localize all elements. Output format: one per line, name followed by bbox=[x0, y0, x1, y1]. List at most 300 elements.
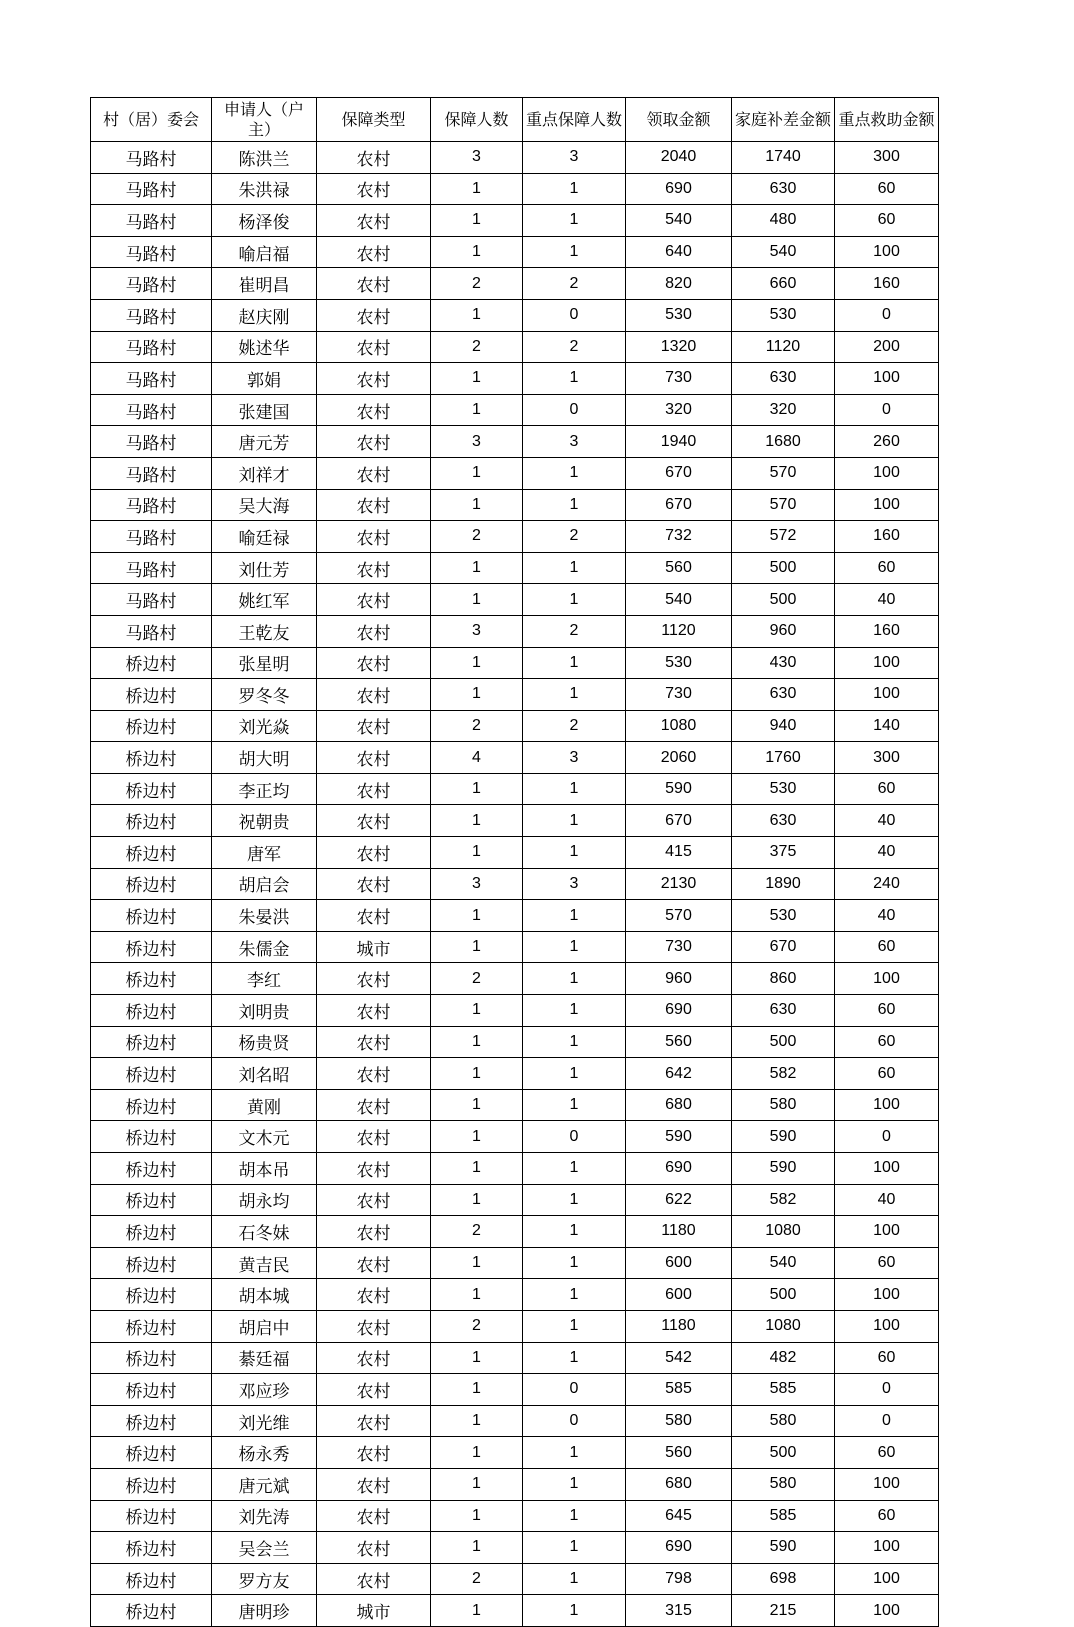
cell-family-subsidy: 480 bbox=[732, 205, 835, 237]
cell-applicant: 罗方友 bbox=[212, 1563, 317, 1595]
cell-key-persons: 0 bbox=[523, 1405, 626, 1437]
cell-key-relief: 100 bbox=[835, 647, 939, 679]
cell-committee: 马路村 bbox=[91, 331, 212, 363]
cell-key-persons: 1 bbox=[523, 1184, 626, 1216]
cell-persons: 1 bbox=[431, 552, 523, 584]
cell-type: 农村 bbox=[317, 457, 431, 489]
cell-amount: 2060 bbox=[626, 742, 732, 774]
cell-persons: 1 bbox=[431, 299, 523, 331]
table-row bbox=[91, 1500, 939, 1532]
cell-type: 农村 bbox=[317, 1279, 431, 1311]
cell-family-subsidy: 540 bbox=[732, 236, 835, 268]
header-cell-family-subsidy: 家庭补差金额 bbox=[732, 98, 835, 142]
table-row bbox=[91, 1563, 939, 1595]
cell-applicant: 喻廷禄 bbox=[212, 521, 317, 553]
cell-committee: 桥边村 bbox=[91, 1437, 212, 1469]
cell-amount: 590 bbox=[626, 1121, 732, 1153]
cell-family-subsidy: 500 bbox=[732, 552, 835, 584]
cell-applicant: 唐元斌 bbox=[212, 1468, 317, 1500]
cell-type: 农村 bbox=[317, 710, 431, 742]
cell-applicant: 李红 bbox=[212, 963, 317, 995]
cell-persons: 1 bbox=[431, 773, 523, 805]
cell-amount: 670 bbox=[626, 805, 732, 837]
table-row bbox=[91, 805, 939, 837]
cell-persons: 3 bbox=[431, 868, 523, 900]
cell-key-persons: 1 bbox=[523, 995, 626, 1027]
cell-type: 农村 bbox=[317, 1310, 431, 1342]
cell-key-relief: 60 bbox=[835, 1247, 939, 1279]
cell-family-subsidy: 215 bbox=[732, 1595, 835, 1627]
cell-key-persons: 1 bbox=[523, 1310, 626, 1342]
header-cell-key-relief: 重点救助金额 bbox=[835, 98, 939, 142]
cell-family-subsidy: 630 bbox=[732, 173, 835, 205]
cell-key-persons: 3 bbox=[523, 742, 626, 774]
cell-applicant: 罗冬冬 bbox=[212, 679, 317, 711]
cell-applicant: 朱儒金 bbox=[212, 931, 317, 963]
cell-key-relief: 0 bbox=[835, 299, 939, 331]
header-cell-persons: 保障人数 bbox=[431, 98, 523, 142]
cell-key-relief: 60 bbox=[835, 552, 939, 584]
table-row bbox=[91, 584, 939, 616]
cell-amount: 590 bbox=[626, 773, 732, 805]
cell-type: 农村 bbox=[317, 299, 431, 331]
cell-key-persons: 0 bbox=[523, 1121, 626, 1153]
cell-type: 农村 bbox=[317, 584, 431, 616]
cell-type: 农村 bbox=[317, 1153, 431, 1185]
cell-type: 农村 bbox=[317, 1058, 431, 1090]
cell-applicant: 杨贵贤 bbox=[212, 1026, 317, 1058]
table-row bbox=[91, 1216, 939, 1248]
cell-family-subsidy: 530 bbox=[732, 299, 835, 331]
cell-applicant: 刘光焱 bbox=[212, 710, 317, 742]
cell-key-relief: 0 bbox=[835, 394, 939, 426]
cell-key-persons: 1 bbox=[523, 236, 626, 268]
cell-committee: 马路村 bbox=[91, 142, 212, 174]
cell-committee: 马路村 bbox=[91, 489, 212, 521]
table-row bbox=[91, 236, 939, 268]
cell-type: 农村 bbox=[317, 963, 431, 995]
cell-key-persons: 1 bbox=[523, 647, 626, 679]
cell-applicant: 刘名昭 bbox=[212, 1058, 317, 1090]
header-cell-applicant: 申请人（户主） bbox=[212, 98, 317, 142]
table-row bbox=[91, 1437, 939, 1469]
cell-family-subsidy: 570 bbox=[732, 489, 835, 521]
table-row bbox=[91, 521, 939, 553]
cell-persons: 1 bbox=[431, 1468, 523, 1500]
cell-persons: 1 bbox=[431, 489, 523, 521]
cell-key-persons: 2 bbox=[523, 331, 626, 363]
cell-amount: 1940 bbox=[626, 426, 732, 458]
cell-family-subsidy: 530 bbox=[732, 773, 835, 805]
cell-committee: 桥边村 bbox=[91, 1595, 212, 1627]
table-row bbox=[91, 1595, 939, 1627]
cell-key-persons: 1 bbox=[523, 1216, 626, 1248]
cell-amount: 690 bbox=[626, 1532, 732, 1564]
cell-persons: 2 bbox=[431, 268, 523, 300]
cell-family-subsidy: 430 bbox=[732, 647, 835, 679]
cell-type: 农村 bbox=[317, 1468, 431, 1500]
cell-key-persons: 1 bbox=[523, 1279, 626, 1311]
cell-amount: 960 bbox=[626, 963, 732, 995]
cell-persons: 1 bbox=[431, 900, 523, 932]
cell-amount: 1120 bbox=[626, 615, 732, 647]
cell-persons: 1 bbox=[431, 1153, 523, 1185]
cell-key-persons: 2 bbox=[523, 521, 626, 553]
cell-key-persons: 1 bbox=[523, 1058, 626, 1090]
cell-family-subsidy: 1890 bbox=[732, 868, 835, 900]
cell-key-relief: 100 bbox=[835, 963, 939, 995]
cell-persons: 1 bbox=[431, 679, 523, 711]
cell-key-persons: 1 bbox=[523, 679, 626, 711]
cell-type: 农村 bbox=[317, 647, 431, 679]
cell-applicant: 姚红军 bbox=[212, 584, 317, 616]
cell-committee: 马路村 bbox=[91, 426, 212, 458]
cell-key-relief: 100 bbox=[835, 1595, 939, 1627]
cell-family-subsidy: 960 bbox=[732, 615, 835, 647]
table-row bbox=[91, 331, 939, 363]
cell-committee: 桥边村 bbox=[91, 1247, 212, 1279]
cell-key-relief: 60 bbox=[835, 931, 939, 963]
table-row bbox=[91, 1310, 939, 1342]
table-row bbox=[91, 1279, 939, 1311]
table-row bbox=[91, 931, 939, 963]
cell-committee: 桥边村 bbox=[91, 868, 212, 900]
cell-key-persons: 2 bbox=[523, 710, 626, 742]
cell-committee: 桥边村 bbox=[91, 837, 212, 869]
cell-type: 农村 bbox=[317, 1089, 431, 1121]
cell-applicant: 唐明珍 bbox=[212, 1595, 317, 1627]
cell-key-relief: 60 bbox=[835, 995, 939, 1027]
cell-family-subsidy: 375 bbox=[732, 837, 835, 869]
cell-key-persons: 3 bbox=[523, 868, 626, 900]
cell-persons: 1 bbox=[431, 1374, 523, 1406]
cell-key-persons: 1 bbox=[523, 1437, 626, 1469]
cell-amount: 585 bbox=[626, 1374, 732, 1406]
cell-amount: 542 bbox=[626, 1342, 732, 1374]
cell-type: 农村 bbox=[317, 1563, 431, 1595]
cell-key-persons: 1 bbox=[523, 1342, 626, 1374]
cell-key-relief: 140 bbox=[835, 710, 939, 742]
cell-key-persons: 1 bbox=[523, 773, 626, 805]
cell-amount: 820 bbox=[626, 268, 732, 300]
cell-persons: 3 bbox=[431, 426, 523, 458]
table-row bbox=[91, 552, 939, 584]
cell-key-persons: 2 bbox=[523, 268, 626, 300]
cell-applicant: 姚述华 bbox=[212, 331, 317, 363]
cell-family-subsidy: 585 bbox=[732, 1500, 835, 1532]
cell-key-persons: 1 bbox=[523, 837, 626, 869]
cell-key-persons: 0 bbox=[523, 1374, 626, 1406]
cell-persons: 1 bbox=[431, 457, 523, 489]
cell-applicant: 刘仕芳 bbox=[212, 552, 317, 584]
cell-type: 农村 bbox=[317, 1247, 431, 1279]
cell-type: 农村 bbox=[317, 1184, 431, 1216]
cell-applicant: 朱洪禄 bbox=[212, 173, 317, 205]
cell-applicant: 吴大海 bbox=[212, 489, 317, 521]
cell-amount: 670 bbox=[626, 457, 732, 489]
cell-key-relief: 100 bbox=[835, 1153, 939, 1185]
assistance-table bbox=[90, 97, 939, 1627]
cell-persons: 2 bbox=[431, 331, 523, 363]
cell-family-subsidy: 1740 bbox=[732, 142, 835, 174]
cell-amount: 2130 bbox=[626, 868, 732, 900]
table-row bbox=[91, 868, 939, 900]
cell-applicant: 文木元 bbox=[212, 1121, 317, 1153]
table-row bbox=[91, 710, 939, 742]
cell-type: 农村 bbox=[317, 773, 431, 805]
cell-amount: 580 bbox=[626, 1405, 732, 1437]
cell-amount: 730 bbox=[626, 931, 732, 963]
cell-persons: 1 bbox=[431, 931, 523, 963]
cell-persons: 1 bbox=[431, 995, 523, 1027]
cell-amount: 600 bbox=[626, 1279, 732, 1311]
cell-key-persons: 1 bbox=[523, 1500, 626, 1532]
cell-type: 农村 bbox=[317, 1216, 431, 1248]
cell-type: 农村 bbox=[317, 1121, 431, 1153]
cell-type: 农村 bbox=[317, 142, 431, 174]
cell-persons: 1 bbox=[431, 1089, 523, 1121]
cell-type: 农村 bbox=[317, 1500, 431, 1532]
table-body bbox=[91, 142, 939, 1627]
cell-key-persons: 1 bbox=[523, 1468, 626, 1500]
cell-family-subsidy: 500 bbox=[732, 1026, 835, 1058]
cell-amount: 600 bbox=[626, 1247, 732, 1279]
cell-type: 农村 bbox=[317, 868, 431, 900]
cell-persons: 1 bbox=[431, 1437, 523, 1469]
cell-amount: 690 bbox=[626, 995, 732, 1027]
cell-committee: 马路村 bbox=[91, 615, 212, 647]
cell-committee: 桥边村 bbox=[91, 679, 212, 711]
cell-amount: 530 bbox=[626, 647, 732, 679]
cell-persons: 1 bbox=[431, 1247, 523, 1279]
cell-key-persons: 2 bbox=[523, 615, 626, 647]
cell-committee: 桥边村 bbox=[91, 1532, 212, 1564]
cell-family-subsidy: 1760 bbox=[732, 742, 835, 774]
cell-committee: 马路村 bbox=[91, 173, 212, 205]
table-row bbox=[91, 900, 939, 932]
cell-applicant: 喻启福 bbox=[212, 236, 317, 268]
cell-persons: 1 bbox=[431, 647, 523, 679]
cell-type: 农村 bbox=[317, 805, 431, 837]
cell-key-relief: 160 bbox=[835, 521, 939, 553]
cell-amount: 1080 bbox=[626, 710, 732, 742]
cell-key-relief: 240 bbox=[835, 868, 939, 900]
cell-key-relief: 100 bbox=[835, 679, 939, 711]
cell-family-subsidy: 500 bbox=[732, 1279, 835, 1311]
cell-applicant: 陈洪兰 bbox=[212, 142, 317, 174]
table-row bbox=[91, 299, 939, 331]
cell-key-persons: 1 bbox=[523, 584, 626, 616]
cell-type: 农村 bbox=[317, 1374, 431, 1406]
cell-committee: 桥边村 bbox=[91, 710, 212, 742]
cell-type: 农村 bbox=[317, 900, 431, 932]
cell-applicant: 邓应珍 bbox=[212, 1374, 317, 1406]
cell-family-subsidy: 582 bbox=[732, 1184, 835, 1216]
cell-committee: 马路村 bbox=[91, 363, 212, 395]
table-row bbox=[91, 394, 939, 426]
table-row bbox=[91, 647, 939, 679]
cell-persons: 1 bbox=[431, 1532, 523, 1564]
cell-applicant: 胡本城 bbox=[212, 1279, 317, 1311]
cell-persons: 1 bbox=[431, 837, 523, 869]
cell-committee: 桥边村 bbox=[91, 1279, 212, 1311]
cell-key-relief: 300 bbox=[835, 742, 939, 774]
cell-applicant: 祝朝贵 bbox=[212, 805, 317, 837]
cell-type: 农村 bbox=[317, 268, 431, 300]
table-row bbox=[91, 773, 939, 805]
cell-persons: 2 bbox=[431, 521, 523, 553]
cell-key-persons: 3 bbox=[523, 142, 626, 174]
cell-persons: 1 bbox=[431, 1500, 523, 1532]
cell-key-persons: 1 bbox=[523, 931, 626, 963]
cell-applicant: 唐元芳 bbox=[212, 426, 317, 458]
cell-committee: 桥边村 bbox=[91, 1089, 212, 1121]
cell-amount: 570 bbox=[626, 900, 732, 932]
table-row bbox=[91, 457, 939, 489]
cell-family-subsidy: 582 bbox=[732, 1058, 835, 1090]
cell-family-subsidy: 530 bbox=[732, 900, 835, 932]
cell-applicant: 朱晏洪 bbox=[212, 900, 317, 932]
cell-family-subsidy: 590 bbox=[732, 1153, 835, 1185]
cell-key-relief: 60 bbox=[835, 1437, 939, 1469]
cell-key-persons: 1 bbox=[523, 963, 626, 995]
cell-committee: 桥边村 bbox=[91, 1310, 212, 1342]
cell-type: 农村 bbox=[317, 1026, 431, 1058]
cell-applicant: 黄刚 bbox=[212, 1089, 317, 1121]
cell-family-subsidy: 320 bbox=[732, 394, 835, 426]
cell-persons: 1 bbox=[431, 584, 523, 616]
cell-key-relief: 40 bbox=[835, 837, 939, 869]
cell-applicant: 唐军 bbox=[212, 837, 317, 869]
cell-key-relief: 100 bbox=[835, 1563, 939, 1595]
cell-persons: 2 bbox=[431, 963, 523, 995]
cell-persons: 1 bbox=[431, 1279, 523, 1311]
cell-key-relief: 40 bbox=[835, 1184, 939, 1216]
cell-key-relief: 160 bbox=[835, 268, 939, 300]
cell-persons: 1 bbox=[431, 1184, 523, 1216]
table-row bbox=[91, 837, 939, 869]
cell-applicant: 刘先涛 bbox=[212, 1500, 317, 1532]
table-row bbox=[91, 1342, 939, 1374]
cell-type: 农村 bbox=[317, 1405, 431, 1437]
cell-persons: 1 bbox=[431, 1121, 523, 1153]
cell-committee: 桥边村 bbox=[91, 963, 212, 995]
cell-type: 农村 bbox=[317, 552, 431, 584]
cell-persons: 2 bbox=[431, 1310, 523, 1342]
table-row bbox=[91, 489, 939, 521]
cell-applicant: 王乾友 bbox=[212, 615, 317, 647]
sheet bbox=[90, 97, 939, 1627]
cell-type: 农村 bbox=[317, 995, 431, 1027]
cell-key-persons: 1 bbox=[523, 1089, 626, 1121]
cell-persons: 1 bbox=[431, 173, 523, 205]
cell-committee: 桥边村 bbox=[91, 1468, 212, 1500]
cell-type: 农村 bbox=[317, 489, 431, 521]
cell-type: 农村 bbox=[317, 394, 431, 426]
cell-committee: 马路村 bbox=[91, 236, 212, 268]
cell-committee: 桥边村 bbox=[91, 1216, 212, 1248]
cell-key-persons: 3 bbox=[523, 426, 626, 458]
cell-key-relief: 60 bbox=[835, 773, 939, 805]
cell-key-relief: 60 bbox=[835, 1058, 939, 1090]
cell-committee: 桥边村 bbox=[91, 805, 212, 837]
cell-applicant: 胡本吊 bbox=[212, 1153, 317, 1185]
cell-type: 城市 bbox=[317, 1595, 431, 1627]
cell-applicant: 张建国 bbox=[212, 394, 317, 426]
cell-type: 农村 bbox=[317, 837, 431, 869]
cell-family-subsidy: 590 bbox=[732, 1532, 835, 1564]
cell-committee: 桥边村 bbox=[91, 900, 212, 932]
cell-type: 农村 bbox=[317, 1532, 431, 1564]
table-row bbox=[91, 142, 939, 174]
table-row bbox=[91, 1374, 939, 1406]
cell-committee: 桥边村 bbox=[91, 1342, 212, 1374]
table-row bbox=[91, 363, 939, 395]
cell-applicant: 綦廷福 bbox=[212, 1342, 317, 1374]
cell-persons: 1 bbox=[431, 805, 523, 837]
cell-amount: 622 bbox=[626, 1184, 732, 1216]
table-row bbox=[91, 679, 939, 711]
cell-family-subsidy: 630 bbox=[732, 995, 835, 1027]
table-row bbox=[91, 268, 939, 300]
table-row bbox=[91, 1058, 939, 1090]
cell-amount: 732 bbox=[626, 521, 732, 553]
cell-key-relief: 40 bbox=[835, 584, 939, 616]
header-cell-key-persons: 重点保障人数 bbox=[523, 98, 626, 142]
cell-persons: 2 bbox=[431, 710, 523, 742]
cell-key-relief: 0 bbox=[835, 1374, 939, 1406]
cell-amount: 415 bbox=[626, 837, 732, 869]
cell-amount: 320 bbox=[626, 394, 732, 426]
cell-family-subsidy: 540 bbox=[732, 1247, 835, 1279]
table-row bbox=[91, 1532, 939, 1564]
cell-committee: 马路村 bbox=[91, 299, 212, 331]
cell-key-persons: 1 bbox=[523, 363, 626, 395]
cell-committee: 桥边村 bbox=[91, 1153, 212, 1185]
cell-persons: 4 bbox=[431, 742, 523, 774]
table-row bbox=[91, 1026, 939, 1058]
cell-key-relief: 100 bbox=[835, 1468, 939, 1500]
cell-committee: 桥边村 bbox=[91, 647, 212, 679]
cell-type: 农村 bbox=[317, 521, 431, 553]
cell-family-subsidy: 580 bbox=[732, 1089, 835, 1121]
cell-committee: 马路村 bbox=[91, 584, 212, 616]
cell-type: 农村 bbox=[317, 1342, 431, 1374]
cell-key-persons: 1 bbox=[523, 900, 626, 932]
cell-key-relief: 60 bbox=[835, 1500, 939, 1532]
cell-key-persons: 1 bbox=[523, 1532, 626, 1564]
cell-type: 农村 bbox=[317, 742, 431, 774]
cell-applicant: 胡大明 bbox=[212, 742, 317, 774]
cell-family-subsidy: 940 bbox=[732, 710, 835, 742]
cell-key-relief: 0 bbox=[835, 1405, 939, 1437]
table-row bbox=[91, 1184, 939, 1216]
cell-amount: 680 bbox=[626, 1468, 732, 1500]
header-cell-amount: 领取金额 bbox=[626, 98, 732, 142]
table-row bbox=[91, 426, 939, 458]
cell-persons: 3 bbox=[431, 142, 523, 174]
cell-amount: 730 bbox=[626, 679, 732, 711]
cell-key-persons: 1 bbox=[523, 1563, 626, 1595]
cell-family-subsidy: 1680 bbox=[732, 426, 835, 458]
cell-key-relief: 260 bbox=[835, 426, 939, 458]
cell-committee: 桥边村 bbox=[91, 1184, 212, 1216]
cell-key-persons: 1 bbox=[523, 1153, 626, 1185]
cell-key-persons: 1 bbox=[523, 805, 626, 837]
cell-family-subsidy: 660 bbox=[732, 268, 835, 300]
cell-family-subsidy: 482 bbox=[732, 1342, 835, 1374]
cell-family-subsidy: 585 bbox=[732, 1374, 835, 1406]
